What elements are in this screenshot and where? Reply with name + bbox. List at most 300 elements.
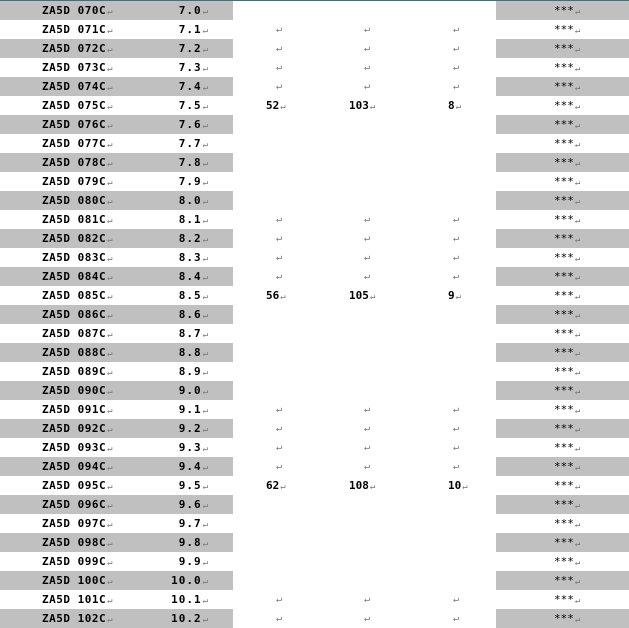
return-mark: ↵ bbox=[574, 615, 581, 625]
model-cell bbox=[0, 609, 233, 628]
model-code: ZA5D 089C↵ bbox=[42, 365, 114, 378]
stars-text: ***↵ bbox=[554, 23, 581, 36]
stars-cell bbox=[496, 533, 629, 552]
table-row bbox=[0, 362, 629, 381]
stars-cell bbox=[496, 267, 629, 286]
table-row bbox=[0, 324, 629, 343]
model-code: ZA5D 077C↵ bbox=[42, 137, 114, 150]
return-mark: ↵ bbox=[276, 404, 283, 415]
model-value: 8.2↵ bbox=[178, 232, 209, 245]
return-mark: ↵ bbox=[107, 596, 114, 606]
table-row bbox=[0, 229, 629, 248]
return-mark: ↵ bbox=[453, 404, 460, 415]
return-mark: ↵ bbox=[107, 102, 114, 112]
stars-cell bbox=[496, 362, 629, 381]
return-mark: ↵ bbox=[107, 159, 114, 169]
model-code: ZA5D 088C↵ bbox=[42, 346, 114, 359]
stars-cell bbox=[496, 115, 629, 134]
table-row bbox=[0, 590, 629, 609]
table-row bbox=[0, 20, 629, 39]
model-value: 9.0↵ bbox=[178, 384, 209, 397]
return-mark: ↵ bbox=[453, 214, 460, 225]
stars-cell bbox=[496, 400, 629, 419]
table-row bbox=[0, 609, 629, 628]
return-mark: ↵ bbox=[107, 330, 114, 340]
group-value-col3: 9↵ bbox=[448, 289, 462, 302]
return-mark: ↵ bbox=[107, 558, 114, 568]
return-mark: ↵ bbox=[364, 461, 371, 472]
table-row bbox=[0, 172, 629, 191]
model-value: 8.0↵ bbox=[178, 194, 209, 207]
return-mark: ↵ bbox=[574, 45, 581, 55]
return-mark: ↵ bbox=[574, 102, 581, 112]
return-mark: ↵ bbox=[574, 159, 581, 169]
return-mark: ↵ bbox=[202, 235, 209, 245]
stars-cell bbox=[496, 305, 629, 324]
stars-cell bbox=[496, 210, 629, 229]
return-mark: ↵ bbox=[202, 615, 209, 625]
return-mark: ↵ bbox=[574, 273, 581, 283]
model-value: 10.1↵ bbox=[171, 593, 209, 606]
table-row bbox=[0, 286, 629, 305]
return-mark: ↵ bbox=[574, 26, 581, 36]
return-mark: ↵ bbox=[107, 7, 114, 17]
model-code: ZA5D 090C↵ bbox=[42, 384, 114, 397]
return-mark: ↵ bbox=[364, 271, 371, 282]
table-row bbox=[0, 248, 629, 267]
return-mark: ↵ bbox=[276, 43, 283, 54]
model-value: 7.2↵ bbox=[178, 42, 209, 55]
model-value: 7.7↵ bbox=[178, 137, 209, 150]
return-mark: ↵ bbox=[369, 482, 376, 492]
stars-text: ***↵ bbox=[554, 308, 581, 321]
stars-text: ***↵ bbox=[554, 441, 581, 454]
model-code: ZA5D 085C↵ bbox=[42, 289, 114, 302]
table-row bbox=[0, 191, 629, 210]
return-mark: ↵ bbox=[574, 425, 581, 435]
model-code: ZA5D 091C↵ bbox=[42, 403, 114, 416]
return-mark: ↵ bbox=[364, 214, 371, 225]
return-mark: ↵ bbox=[574, 577, 581, 587]
return-mark: ↵ bbox=[574, 254, 581, 264]
return-mark: ↵ bbox=[453, 81, 460, 92]
return-mark: ↵ bbox=[107, 140, 114, 150]
table-row bbox=[0, 400, 629, 419]
stars-text: ***↵ bbox=[554, 270, 581, 283]
return-mark: ↵ bbox=[364, 594, 371, 605]
model-cell bbox=[0, 39, 233, 58]
stars-cell bbox=[496, 609, 629, 628]
stars-text: ***↵ bbox=[554, 156, 581, 169]
stars-cell bbox=[496, 552, 629, 571]
model-code: ZA5D 099C↵ bbox=[42, 555, 114, 568]
model-value: 9.6↵ bbox=[178, 498, 209, 511]
return-mark: ↵ bbox=[364, 442, 371, 453]
return-mark: ↵ bbox=[107, 26, 114, 36]
return-mark: ↵ bbox=[574, 406, 581, 416]
model-cell bbox=[0, 324, 233, 343]
model-code: ZA5D 071C↵ bbox=[42, 23, 114, 36]
return-mark: ↵ bbox=[107, 121, 114, 131]
return-mark: ↵ bbox=[364, 24, 371, 35]
model-value: 9.9↵ bbox=[178, 555, 209, 568]
return-mark: ↵ bbox=[276, 271, 283, 282]
table-row bbox=[0, 419, 629, 438]
return-mark: ↵ bbox=[574, 330, 581, 340]
model-cell bbox=[0, 172, 233, 191]
stars-cell bbox=[496, 590, 629, 609]
return-mark: ↵ bbox=[455, 292, 462, 302]
return-mark: ↵ bbox=[574, 83, 581, 93]
return-mark: ↵ bbox=[276, 461, 283, 472]
return-mark: ↵ bbox=[453, 62, 460, 73]
return-mark: ↵ bbox=[202, 368, 209, 378]
return-mark: ↵ bbox=[107, 539, 114, 549]
return-mark: ↵ bbox=[453, 252, 460, 263]
return-mark: ↵ bbox=[574, 444, 581, 454]
return-mark: ↵ bbox=[107, 406, 114, 416]
model-cell bbox=[0, 210, 233, 229]
stars-text: ***↵ bbox=[554, 99, 581, 112]
return-mark: ↵ bbox=[276, 24, 283, 35]
stars-text: ***↵ bbox=[554, 574, 581, 587]
return-mark: ↵ bbox=[202, 501, 209, 511]
return-mark: ↵ bbox=[574, 311, 581, 321]
return-mark: ↵ bbox=[107, 197, 114, 207]
return-mark: ↵ bbox=[202, 596, 209, 606]
return-mark: ↵ bbox=[276, 594, 283, 605]
stars-text: ***↵ bbox=[554, 384, 581, 397]
return-mark: ↵ bbox=[574, 520, 581, 530]
table-row bbox=[0, 39, 629, 58]
return-mark: ↵ bbox=[453, 461, 460, 472]
return-mark: ↵ bbox=[202, 121, 209, 131]
return-mark: ↵ bbox=[202, 425, 209, 435]
stars-text: ***↵ bbox=[554, 422, 581, 435]
group-value-col2: 108↵ bbox=[349, 479, 376, 492]
stars-text: ***↵ bbox=[554, 194, 581, 207]
table-row bbox=[0, 457, 629, 476]
model-code: ZA5D 073C↵ bbox=[42, 61, 114, 74]
model-code: ZA5D 102C↵ bbox=[42, 612, 114, 625]
model-cell bbox=[0, 58, 233, 77]
model-cell bbox=[0, 552, 233, 571]
return-mark: ↵ bbox=[202, 102, 209, 112]
group-value-col1: 56↵ bbox=[266, 289, 286, 302]
table-row bbox=[0, 153, 629, 172]
model-value: 8.6↵ bbox=[178, 308, 209, 321]
return-mark: ↵ bbox=[455, 102, 462, 112]
stars-text: ***↵ bbox=[554, 42, 581, 55]
stars-cell bbox=[496, 495, 629, 514]
return-mark: ↵ bbox=[202, 292, 209, 302]
return-mark: ↵ bbox=[453, 24, 460, 35]
model-value: 9.7↵ bbox=[178, 517, 209, 530]
return-mark: ↵ bbox=[107, 311, 114, 321]
return-mark: ↵ bbox=[574, 235, 581, 245]
return-mark: ↵ bbox=[202, 83, 209, 93]
model-cell bbox=[0, 305, 233, 324]
stars-cell bbox=[496, 343, 629, 362]
return-mark: ↵ bbox=[202, 406, 209, 416]
stars-cell bbox=[496, 248, 629, 267]
stars-cell bbox=[496, 324, 629, 343]
model-cell bbox=[0, 267, 233, 286]
return-mark: ↵ bbox=[107, 368, 114, 378]
model-cell bbox=[0, 457, 233, 476]
stars-text: ***↵ bbox=[554, 213, 581, 226]
model-code: ZA5D 081C↵ bbox=[42, 213, 114, 226]
return-mark: ↵ bbox=[107, 273, 114, 283]
stars-cell bbox=[496, 571, 629, 590]
stars-text: ***↵ bbox=[554, 346, 581, 359]
table-row bbox=[0, 438, 629, 457]
return-mark: ↵ bbox=[202, 197, 209, 207]
return-mark: ↵ bbox=[276, 423, 283, 434]
table-row bbox=[0, 267, 629, 286]
return-mark: ↵ bbox=[276, 81, 283, 92]
return-mark: ↵ bbox=[574, 292, 581, 302]
table-row bbox=[0, 96, 629, 115]
return-mark: ↵ bbox=[202, 539, 209, 549]
model-value: 8.5↵ bbox=[178, 289, 209, 302]
return-mark: ↵ bbox=[107, 520, 114, 530]
return-mark: ↵ bbox=[202, 349, 209, 359]
stars-text: ***↵ bbox=[554, 498, 581, 511]
model-code: ZA5D 086C↵ bbox=[42, 308, 114, 321]
return-mark: ↵ bbox=[574, 197, 581, 207]
stars-text: ***↵ bbox=[554, 251, 581, 264]
stars-cell bbox=[496, 153, 629, 172]
table-row bbox=[0, 115, 629, 134]
model-cell bbox=[0, 514, 233, 533]
stars-cell bbox=[496, 191, 629, 210]
stars-text: ***↵ bbox=[554, 118, 581, 131]
model-value: 7.4↵ bbox=[178, 80, 209, 93]
return-mark: ↵ bbox=[453, 423, 460, 434]
return-mark: ↵ bbox=[107, 64, 114, 74]
return-mark: ↵ bbox=[276, 62, 283, 73]
group-value-col2: 105↵ bbox=[349, 289, 376, 302]
model-code: ZA5D 093C↵ bbox=[42, 441, 114, 454]
return-mark: ↵ bbox=[574, 463, 581, 473]
stars-cell bbox=[496, 134, 629, 153]
stars-text: ***↵ bbox=[554, 517, 581, 530]
stars-text: ***↵ bbox=[554, 536, 581, 549]
model-value: 9.2↵ bbox=[178, 422, 209, 435]
model-value: 7.9↵ bbox=[178, 175, 209, 188]
table-row bbox=[0, 210, 629, 229]
return-mark: ↵ bbox=[202, 311, 209, 321]
return-mark: ↵ bbox=[280, 482, 286, 492]
table-row bbox=[0, 134, 629, 153]
table-row bbox=[0, 1, 629, 20]
stars-cell bbox=[496, 229, 629, 248]
table-row bbox=[0, 476, 629, 495]
return-mark: ↵ bbox=[280, 292, 286, 302]
return-mark: ↵ bbox=[202, 273, 209, 283]
model-value: 8.3↵ bbox=[178, 251, 209, 264]
return-mark: ↵ bbox=[107, 235, 114, 245]
table-row bbox=[0, 514, 629, 533]
return-mark: ↵ bbox=[202, 64, 209, 74]
stars-text: ***↵ bbox=[554, 327, 581, 340]
return-mark: ↵ bbox=[202, 178, 209, 188]
model-value: 8.4↵ bbox=[178, 270, 209, 283]
group-value-col3: 8↵ bbox=[448, 99, 462, 112]
model-code: ZA5D 072C↵ bbox=[42, 42, 114, 55]
model-cell bbox=[0, 495, 233, 514]
return-mark: ↵ bbox=[202, 45, 209, 55]
return-mark: ↵ bbox=[202, 558, 209, 568]
model-value: 10.0↵ bbox=[171, 574, 209, 587]
return-mark: ↵ bbox=[202, 387, 209, 397]
return-mark: ↵ bbox=[453, 594, 460, 605]
stars-cell bbox=[496, 96, 629, 115]
return-mark: ↵ bbox=[202, 330, 209, 340]
return-mark: ↵ bbox=[276, 613, 283, 624]
return-mark: ↵ bbox=[574, 539, 581, 549]
return-mark: ↵ bbox=[364, 613, 371, 624]
stars-text: ***↵ bbox=[554, 4, 581, 17]
model-cell bbox=[0, 1, 233, 20]
stars-cell bbox=[496, 39, 629, 58]
model-cell bbox=[0, 229, 233, 248]
model-value: 8.7↵ bbox=[178, 327, 209, 340]
stars-text: ***↵ bbox=[554, 593, 581, 606]
model-cell bbox=[0, 381, 233, 400]
return-mark: ↵ bbox=[107, 444, 114, 454]
stars-text: ***↵ bbox=[554, 479, 581, 492]
model-code: ZA5D 098C↵ bbox=[42, 536, 114, 549]
stars-text: ***↵ bbox=[554, 232, 581, 245]
return-mark: ↵ bbox=[369, 292, 376, 302]
model-cell bbox=[0, 571, 233, 590]
model-code: ZA5D 075C↵ bbox=[42, 99, 114, 112]
model-cell bbox=[0, 77, 233, 96]
return-mark: ↵ bbox=[574, 368, 581, 378]
stars-text: ***↵ bbox=[554, 61, 581, 74]
return-mark: ↵ bbox=[453, 43, 460, 54]
return-mark: ↵ bbox=[107, 292, 114, 302]
model-value: 9.1↵ bbox=[178, 403, 209, 416]
model-cell bbox=[0, 476, 233, 495]
stars-cell bbox=[496, 476, 629, 495]
model-value: 8.1↵ bbox=[178, 213, 209, 226]
table-row bbox=[0, 533, 629, 552]
model-cell bbox=[0, 343, 233, 362]
return-mark: ↵ bbox=[364, 233, 371, 244]
stars-cell bbox=[496, 20, 629, 39]
return-mark: ↵ bbox=[202, 26, 209, 36]
return-mark: ↵ bbox=[574, 558, 581, 568]
return-mark: ↵ bbox=[107, 425, 114, 435]
model-value: 7.8↵ bbox=[178, 156, 209, 169]
model-code: ZA5D 096C↵ bbox=[42, 498, 114, 511]
return-mark: ↵ bbox=[107, 501, 114, 511]
model-value: 9.8↵ bbox=[178, 536, 209, 549]
return-mark: ↵ bbox=[364, 252, 371, 263]
return-mark: ↵ bbox=[369, 102, 376, 112]
stars-text: ***↵ bbox=[554, 137, 581, 150]
return-mark: ↵ bbox=[574, 501, 581, 511]
table-row bbox=[0, 77, 629, 96]
model-cell bbox=[0, 362, 233, 381]
return-mark: ↵ bbox=[574, 7, 581, 17]
stars-cell bbox=[496, 514, 629, 533]
model-code: ZA5D 082C↵ bbox=[42, 232, 114, 245]
return-mark: ↵ bbox=[574, 216, 581, 226]
group-value-col1: 52↵ bbox=[266, 99, 286, 112]
model-value: 7.5↵ bbox=[178, 99, 209, 112]
table-row bbox=[0, 305, 629, 324]
table-row bbox=[0, 571, 629, 590]
table-row bbox=[0, 495, 629, 514]
return-mark: ↵ bbox=[574, 482, 581, 492]
return-mark: ↵ bbox=[574, 349, 581, 359]
model-cell bbox=[0, 20, 233, 39]
model-code: ZA5D 092C↵ bbox=[42, 422, 114, 435]
return-mark: ↵ bbox=[574, 140, 581, 150]
model-cell bbox=[0, 400, 233, 419]
model-code: ZA5D 080C↵ bbox=[42, 194, 114, 207]
return-mark: ↵ bbox=[107, 178, 114, 188]
return-mark: ↵ bbox=[202, 140, 209, 150]
stars-cell bbox=[496, 172, 629, 191]
return-mark: ↵ bbox=[107, 615, 114, 625]
table-row bbox=[0, 58, 629, 77]
return-mark: ↵ bbox=[276, 442, 283, 453]
table-row bbox=[0, 381, 629, 400]
return-mark: ↵ bbox=[574, 64, 581, 74]
model-code: ZA5D 083C↵ bbox=[42, 251, 114, 264]
model-code: ZA5D 084C↵ bbox=[42, 270, 114, 283]
model-code: ZA5D 095C↵ bbox=[42, 479, 114, 492]
return-mark: ↵ bbox=[574, 596, 581, 606]
stars-cell bbox=[496, 457, 629, 476]
model-cell bbox=[0, 153, 233, 172]
model-cell bbox=[0, 134, 233, 153]
model-value: 10.2↵ bbox=[171, 612, 209, 625]
return-mark: ↵ bbox=[364, 43, 371, 54]
model-cell bbox=[0, 115, 233, 134]
return-mark: ↵ bbox=[202, 482, 209, 492]
group-value-col3: 10↵ bbox=[448, 479, 468, 492]
group-value-col1: 62↵ bbox=[266, 479, 286, 492]
model-code: ZA5D 100C↵ bbox=[42, 574, 114, 587]
return-mark: ↵ bbox=[574, 178, 581, 188]
return-mark: ↵ bbox=[276, 252, 283, 263]
stars-text: ***↵ bbox=[554, 365, 581, 378]
stars-text: ***↵ bbox=[554, 612, 581, 625]
stars-cell bbox=[496, 286, 629, 305]
model-code: ZA5D 101C↵ bbox=[42, 593, 114, 606]
return-mark: ↵ bbox=[107, 216, 114, 226]
model-code: ZA5D 070C↵ bbox=[42, 4, 114, 17]
model-value: 8.9↵ bbox=[178, 365, 209, 378]
stars-cell bbox=[496, 1, 629, 20]
return-mark: ↵ bbox=[202, 444, 209, 454]
return-mark: ↵ bbox=[202, 7, 209, 17]
return-mark: ↵ bbox=[107, 577, 114, 587]
return-mark: ↵ bbox=[574, 121, 581, 131]
model-code: ZA5D 087C↵ bbox=[42, 327, 114, 340]
stars-cell bbox=[496, 419, 629, 438]
stars-cell bbox=[496, 58, 629, 77]
table-row bbox=[0, 552, 629, 571]
model-value: 9.5↵ bbox=[178, 479, 209, 492]
table-row bbox=[0, 343, 629, 362]
